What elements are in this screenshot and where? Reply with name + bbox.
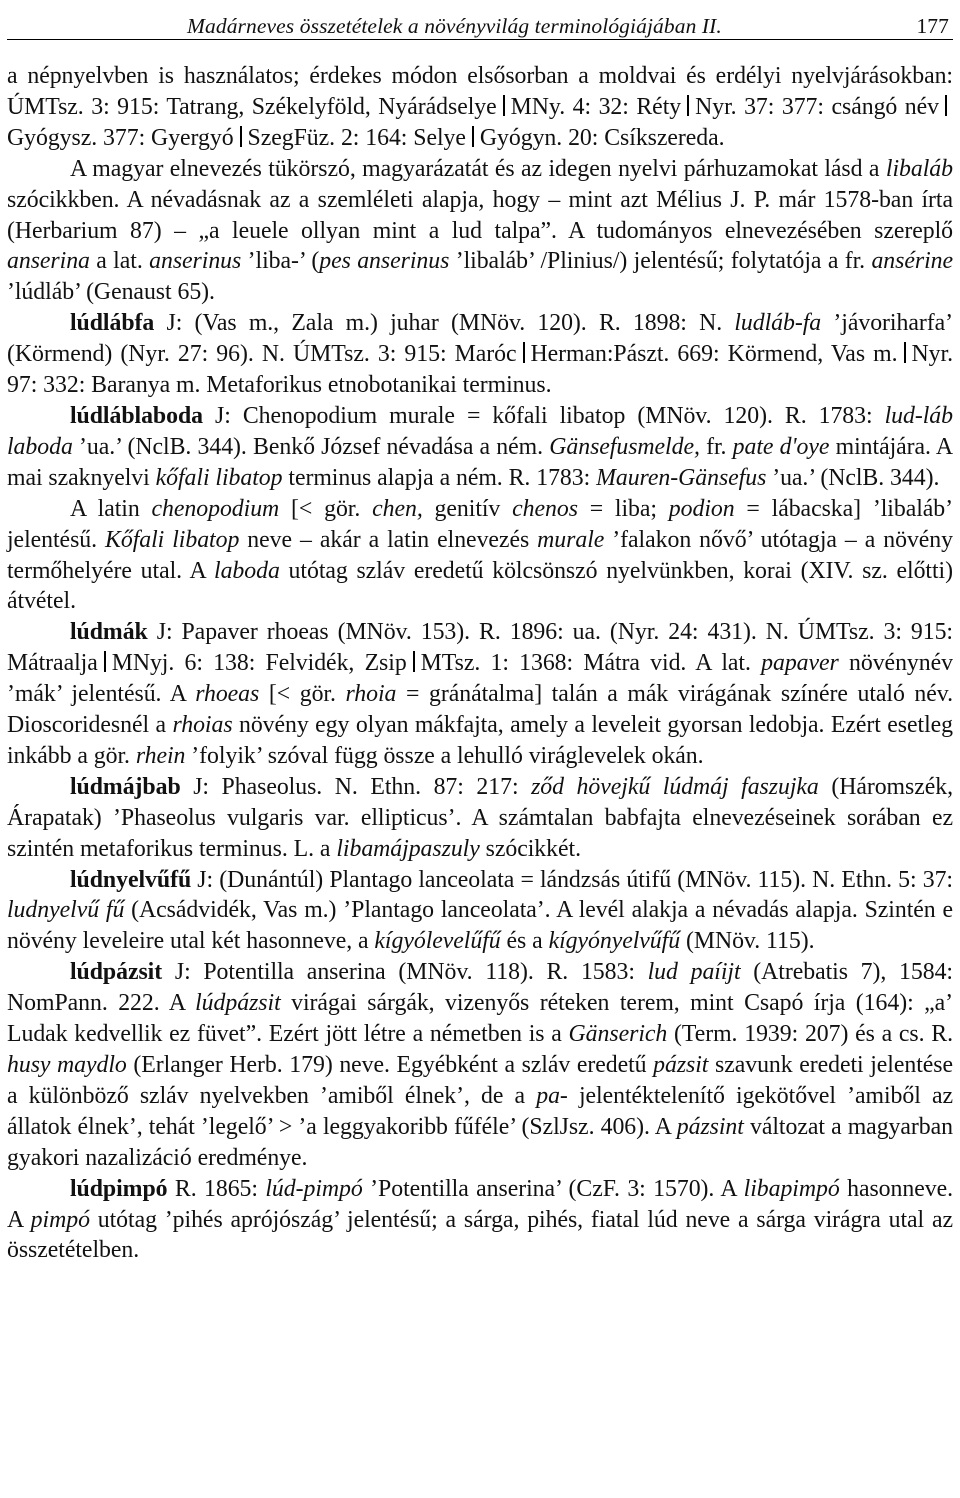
entry-ludlablaboda: lúdláblaboda J: Chenopodium murale = kőfali libatop (MNöv. 120). R. 1783: lud-láb laboda ’ua.’ (NclB. 344). Benkő József névadása a ném. Gänsefusmelde, fr. pate d'oye mintájára. A mai szaknyelvi kőfali libatop terminus alapja a ném. R. 1783: Mauren-Gänsefus ’ua.’ (NclB. 344). <box>7 402 953 491</box>
separator-bar <box>687 95 689 116</box>
page-number: 177 <box>916 14 949 38</box>
separator-bar <box>413 651 415 672</box>
headword: lúdpázsit <box>70 959 163 986</box>
separator-bar <box>503 95 505 116</box>
separator-bar <box>904 342 906 363</box>
entry-ludpazsit: lúdpázsit J: Potentilla anserina (MNöv. 118). R. 1583: lud paíijt (Atrebatis 7), 1584: NomPann. 222. A lúdpázsit virágai sárgák, vizenyős réteken terem, mint Csapó írja (164): „a’ Ludak kedvellik ez füvet”. Ezért jött létre a németben is a Gänserich (Term. 1939: 207) és a cs. R. husy maydlo (Erlanger Herb. 179) neve. Egyébként a szláv eredetű pázsit szavunk eredeti jelentése a különböző szláv nyelvekben ’amiből élnek’, de a pa- jelentéktelenítő igekötővel ’amiből az állatok élnek’, tehát ’legelő’ > ’a leggyakoribb fűféle’ (SzlJsz. 406). A pázsint változat a magyarban gyakori nazalizáció eredménye. <box>7 959 954 1171</box>
headword: lúdnyelvűfű <box>70 866 192 893</box>
separator-bar <box>104 651 106 672</box>
headword: lúdpimpó <box>70 1175 168 1202</box>
entry-ludlabfa: lúdlábfa J: (Vas m., Zala m.) juhar (MNöv. 120). R. 1898: N. ludláb-fa ’jávoriharfa’ (Körmend) (Nyr. 27: 96). N. ÚMTsz. 3: 915: Maróc Herman:Pászt. 669: Körmend, Vas m. Nyr. 97: 332: Baranya m. Metaforikus etnobotanikai terminus. <box>7 310 953 399</box>
running-title: Madárneves összetételek a növényvilág terminológiájában II. <box>187 14 722 38</box>
headword: lúdmák <box>70 619 148 646</box>
running-header <box>7 0 953 40</box>
paragraph-continuation: a népnyelvben is használatos; érdekes módon elsősorban a moldvai és erdélyi nyelvjárásokban: ÚMTsz. 3: 915: Tatrang, Székelyföld, Nyárádselye MNy. 4: 32: Réty Nyr. 37: 377: csángó névGyógysz. 377: Gyergyó SzegFüz. 2: 164: Selye Gyógyn. 20: Csíkszereda. <box>7 63 953 151</box>
entry-ludnyelvufu: lúdnyelvűfű J: (Dunántúl) Plantago lanceolata = lándzsás útifű (MNöv. 115). N. Ethn. 5: 37: ludnyelvű fű (Acsádvidék, Vas m.) ’Plantago lanceolata’. A levél alakja a névadás alapja. Szintén e növény leveleire utal két hasonneve, a kígyólevelűfű és a kígyónyelvűfű (MNöv. 115). <box>7 866 953 955</box>
separator-bar <box>523 342 525 363</box>
headword: lúdlábfa <box>70 310 155 337</box>
paragraph-ludlab-etymology: A magyar elnevezés tükörszó, magyarázatát és az idegen nyelvi párhuzamokat lásd a libaláb szócikkben. A névadásnak az a szemléleti alapja, hogy – mint azt Mélius J. P. már 1578-ban írta (Herbarium 87) – „a leuele ollyan mint a lud talpa”. A tudományos elnevezésében szereplő anserina a lat. anserinus ’liba-’ (pes anserinus ’libaláb’ /Plinius/) jelentésű; folytatója a fr. ansérine ’lúdláb’ (Genaust 65). <box>7 155 954 306</box>
separator-bar <box>240 126 242 147</box>
entry-ludmajbab: lúdmájbab J: Phaseolus. N. Ethn. 87: 217: ződ hövejkű lúdmáj faszujka (Háromszék, Árapatak) ’Phaseolus vulgaris var. ellipticus’. A számtalan babfajta elnevezéseinek sorában ez szintén metaforikus terminus. L. a libamájpaszuly szócikkét. <box>7 773 954 862</box>
separator-bar <box>472 126 474 147</box>
headword: lúdláblaboda <box>70 402 204 429</box>
entry-ludpimpo: lúdpimpó R. 1865: lúd-pimpó ’Potentilla anserina’ (CzF. 3: 1570). A libapimpó hasonneve. A pimpó utótag ’pihés aprójószág’ jelentésű; a sárga, pihés, fiatal lúd neve a sárga virágra utal az összetételben. <box>7 1175 953 1264</box>
separator-bar <box>945 95 947 116</box>
paragraph-chenopodium: A latin chenopodium [< gör. chen, genitív chenos = liba; podion = lábacska] ’libaláb’ jelentésű. Kőfali libatop neve – akár a latin elnevezés murale ’falakon nővő’ utótagja – a növény termőhelyére utal. A laboda utótag szláv eredetű kölcsönszó nyelvünkben, korai (XIV. sz. előtti) átvétel. <box>7 495 954 615</box>
entry-ludmak: lúdmák J: Papaver rhoeas (MNöv. 153). R. 1896: ua. (Nyr. 24: 431). N. ÚMTsz. 3: 915: Mátraalja MNyj. 6: 138: Felvidék, Zsip MTsz. 1: 1368: Mátra vid. A lat. papaver növénynév ’mák’ jelentésű. A rhoeas [< gör. rhoia = gránátalma] talán a mák virágának színére utaló név. Dioscoridesnél a rhoias növény egy olyan mákfajta, amely a leveleit gyorsan ledobja. Ezért esetleg inkább a gör. rhein ’folyik’ szóval függ össze a lehulló viráglevelek okán. <box>7 619 953 769</box>
body-text <box>7 61 953 1266</box>
headword: lúdmájbab <box>70 773 181 800</box>
